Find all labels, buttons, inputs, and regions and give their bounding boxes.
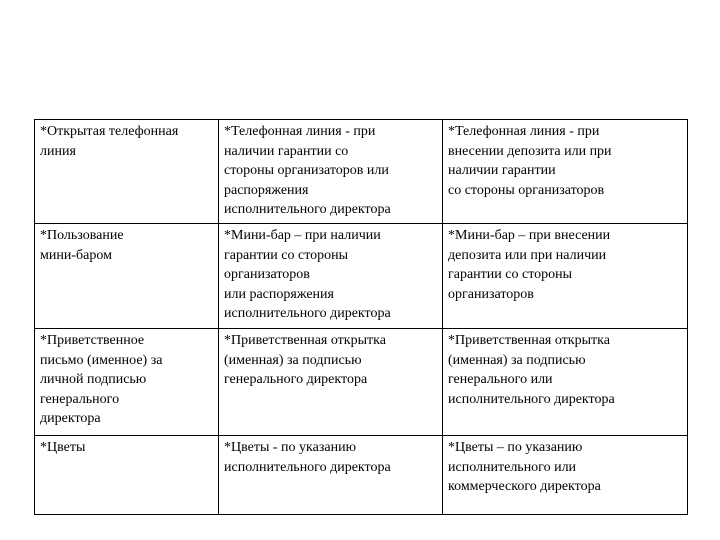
- cell-condition-b: *Телефонная линия - при внесении депозита или при наличии гарантии со стороны организаторов: [443, 120, 688, 224]
- cell-condition-b: *Мини-бар – при внесении депозита или при наличии гарантии со стороны организаторов: [443, 224, 688, 329]
- cell-condition-b: *Цветы – по указанию исполнительного или коммерческого директора: [443, 436, 688, 515]
- cell-condition-b: *Приветственная открытка (именная) за подписью генерального или исполнительного директора: [443, 329, 688, 436]
- cell-service: *Цветы: [35, 436, 219, 515]
- cell-service: *Открытая телефонная линия: [35, 120, 219, 224]
- cell-condition-a: *Приветственная открытка (именная) за подписью генерального директора: [219, 329, 443, 436]
- table-row-phone-line: [35, 120, 688, 224]
- table-row-welcome-letter: [35, 329, 688, 436]
- cell-condition-a: *Телефонная линия - при наличии гарантии со стороны организаторов или распоряжения исполнительного директора: [219, 120, 443, 224]
- cell-service: *Приветственное письмо (именное) за личной подписью генерального директора: [35, 329, 219, 436]
- cell-condition-a: *Цветы - по указанию исполнительного директора: [219, 436, 443, 515]
- table-row-flowers: [35, 436, 688, 515]
- cell-service: *Пользование мини-баром: [35, 224, 219, 329]
- cell-condition-a: *Мини-бар – при наличии гарантии со стороны организаторов или распоряжения исполнительного директора: [219, 224, 443, 329]
- table-row-minibar: [35, 224, 688, 329]
- services-table: [34, 119, 688, 515]
